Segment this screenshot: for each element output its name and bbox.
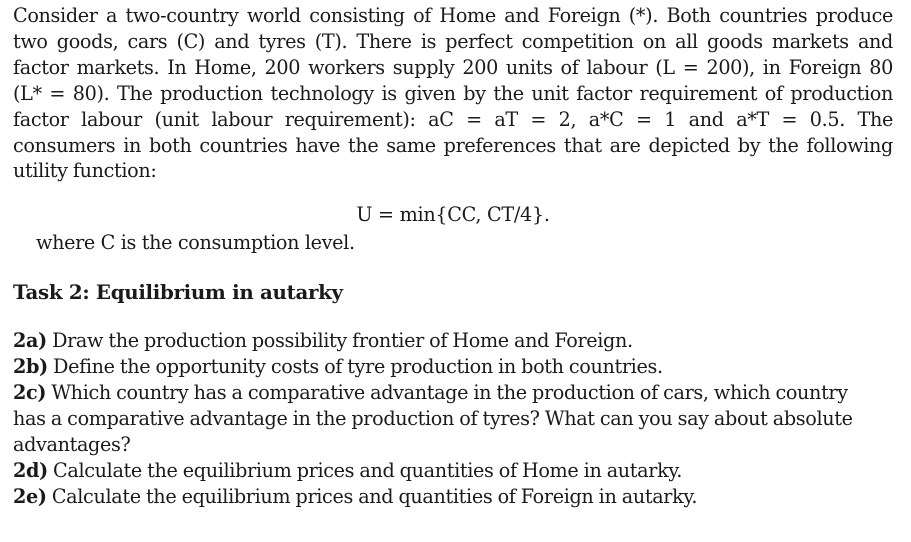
task-label: 2c) (13, 381, 47, 405)
task-item (13, 406, 893, 432)
task-text: Calculate the equilibrium prices and quantities of Foreign in autarky. (51, 484, 698, 508)
task-item (13, 328, 893, 354)
task-text: Calculate the equilibrium prices and quantities of Home in autarky. (53, 458, 683, 482)
intro-line: (L* = 80). The production technology is given by the unit factor requirement of production (13, 81, 893, 105)
document-page (13, 3, 893, 510)
intro-line: two goods, cars (C) and tyres (T). There is perfect competition on all goods markets and (13, 29, 893, 53)
task-text: advantages? (13, 432, 131, 456)
intro-paragraph (13, 3, 893, 184)
task-item (13, 432, 893, 458)
task-item (13, 458, 893, 484)
task-label: 2e) (13, 484, 47, 508)
intro-line: consumers in both countries have the same preferences that are depicted by the following (13, 133, 893, 157)
task-item (13, 484, 893, 510)
task-text: Which country has a comparative advantage in the production of cars, which country (51, 381, 848, 405)
where-clause: where C is the consumption level. (36, 231, 355, 255)
task-label: 2a) (13, 329, 47, 353)
task-item (13, 354, 893, 380)
task-list (13, 328, 893, 509)
task-text: Draw the production possibility frontier of Home and Foreign. (52, 329, 633, 353)
task-heading: Task 2: Equilibrium in autarky (13, 280, 343, 305)
task-label: 2b) (13, 355, 48, 379)
intro-line: factor labour (unit labour requirement): aC = aT = 2, a*C = 1 and a*T = 0.5. The (13, 107, 893, 131)
intro-line: Consider a two-country world consisting of Home and Foreign (*). Both countries produce (13, 4, 893, 27)
intro-line: utility function: (13, 159, 157, 183)
task-text: Define the opportunity costs of tyre production in both countries. (53, 355, 663, 379)
intro-line: factor markets. In Home, 200 workers supply 200 units of labour (L = 200), in Foreign 80 (13, 55, 893, 79)
utility-formula: U = min{CC, CT/4}. (356, 203, 550, 227)
task-text: has a comparative advantage in the production of tyres? What can you say about absolute (13, 407, 853, 431)
task-label: 2d) (13, 458, 48, 482)
task-item (13, 380, 893, 406)
